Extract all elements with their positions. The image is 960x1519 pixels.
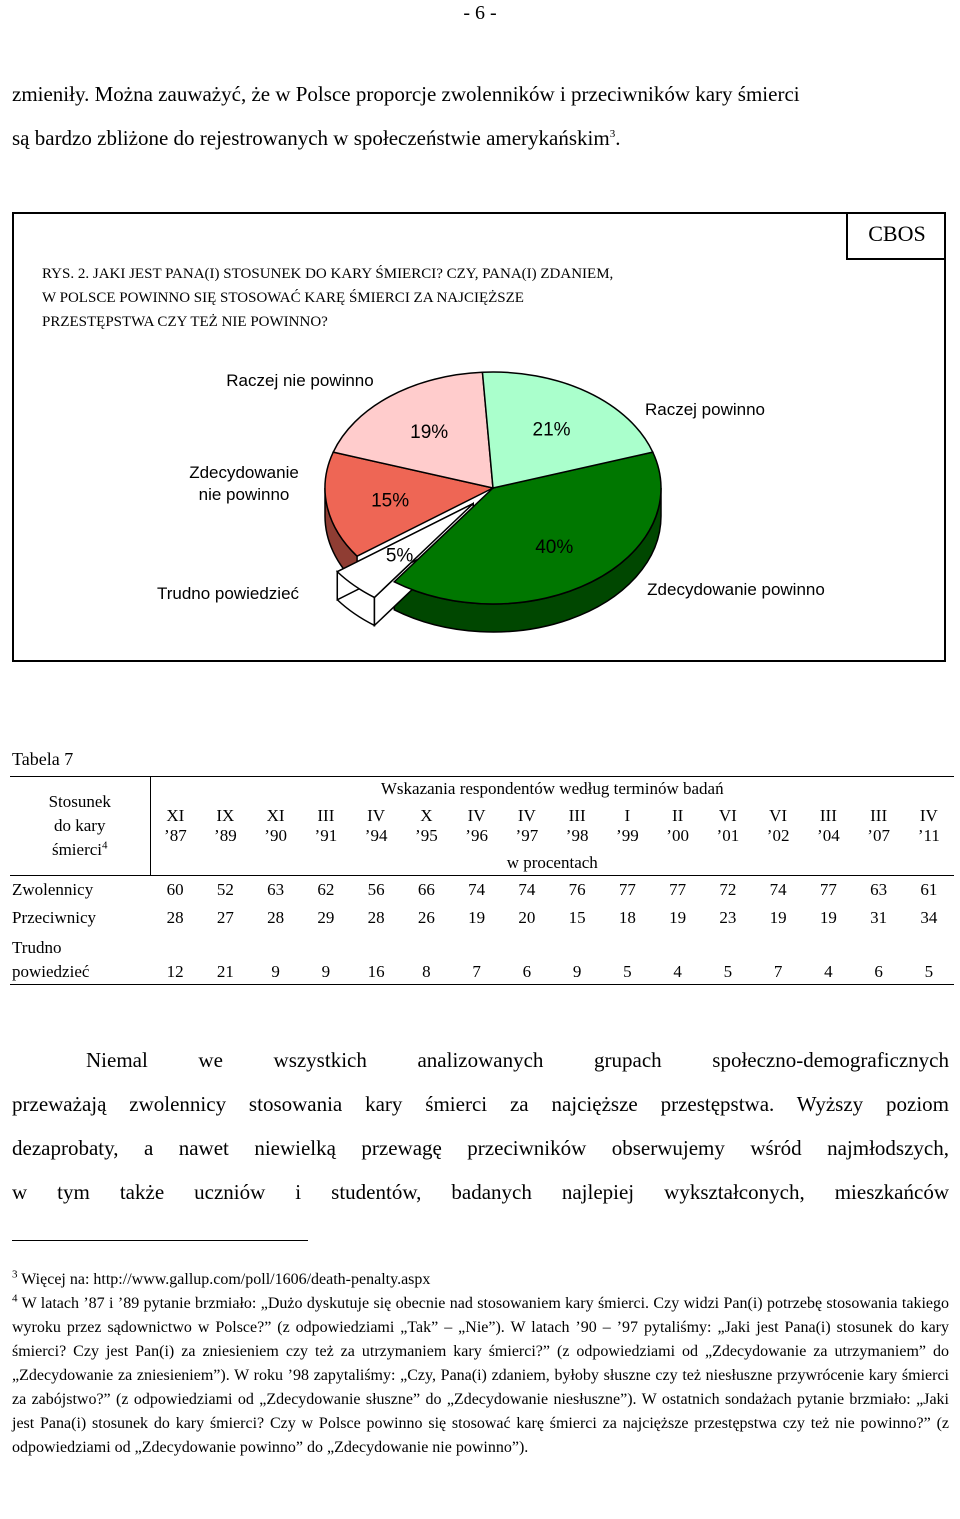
- body-line-3: dezaprobaty, a nawet niewielką przewagę przeciwników obserwujemy wśród najmłodszych,: [12, 1136, 949, 1160]
- table-cell: 74: [518, 880, 536, 899]
- table-cell: 74: [769, 880, 787, 899]
- footnote-ref-4[interactable]: 4: [102, 839, 108, 852]
- period-month: XI: [266, 806, 285, 825]
- table-cell: 31: [870, 908, 888, 927]
- period-month: VI: [718, 806, 737, 825]
- table-cell: 66: [417, 880, 435, 899]
- table-stub-header: [10, 777, 150, 876]
- footnote-rule: [12, 1240, 308, 1241]
- table-unit-header: w procentach: [150, 851, 954, 876]
- period-header: [803, 801, 853, 851]
- figure-source-label: CBOS: [846, 212, 946, 260]
- period-header: [502, 801, 552, 851]
- table-cell: 23: [719, 908, 737, 927]
- table-cell: 77: [618, 880, 636, 899]
- footnote-ref-3[interactable]: 3: [609, 128, 616, 140]
- period-header: [753, 801, 803, 851]
- period-month: X: [420, 806, 433, 825]
- table-cell: 34: [920, 908, 938, 927]
- table-cell: 21: [200, 932, 250, 985]
- pie-value-label: 21%: [532, 419, 571, 441]
- period-month: IX: [216, 806, 235, 825]
- footnote-4: [12, 1292, 949, 1460]
- table-cell: 52: [216, 880, 234, 899]
- table-cell: 9: [552, 932, 602, 985]
- period-year: ’11: [917, 826, 940, 845]
- pie-chart: [0, 0, 960, 680]
- period-header: [854, 801, 904, 851]
- pie-category-label: Raczej powinno: [644, 400, 766, 419]
- table-cell: 19: [669, 908, 687, 927]
- table-group-header: Wskazania respondentów według terminów badań: [150, 777, 954, 802]
- row-label: [10, 932, 150, 985]
- period-year: ’96: [465, 826, 488, 845]
- table-cell: 5: [703, 932, 753, 985]
- period-year: ’07: [867, 826, 890, 845]
- footnote-4-text: W latach ’87 i ’89 pytanie brzmiało: „Dużo dyskutuje się obecnie nad stosowaniem kary śmierci. Czy widzi Pan(i) potrzebę stosowania takiego wyroku przez sądownictwo w Polsce?” (z odpowiedziami „Tak” – „Nie”). W latach ’90 – ’97 pytaliśmy: „Jaki jest Pana(i) stosunek do kary śmierci? Czy jest Pan(i) za zniesieniem czy też za utrzymaniem kary śmierci?” (z odpowiedziami od „Zdecydowanie za utrzymaniem” do „Zdecydowanie za zniesieniem”). W roku ’98 zapytaliśmy: „Czy, Pana(i) zdaniem, byłoby słuszne czy też niesłuszne przywrócenie kary śmierci za zabójstwo?” (z odpowiedziami od „Zdecydowanie słuszne” do „Zdecydowanie niesłuszne”). W ostatnich sondażach pytanie brzmiało: „Jaki jest Pana(i) stosunek do kary śmierci? Czy w Polsce powinno się stosować karę śmierci za najcięższe przestępstwa czy też nie powinno?” (z odpowiedziami od „Zdecydowanie powinno” do „Zdecydowanie nie powinno”).: [12, 1295, 949, 1456]
- table-cell: 74: [468, 880, 486, 899]
- table-cell: 61: [920, 880, 938, 899]
- table-cell: 7: [452, 932, 502, 985]
- table-cell: 77: [669, 880, 687, 899]
- period-month: IV: [517, 806, 536, 825]
- period-month: III: [819, 806, 837, 825]
- body-line-4: w tym także uczniów i studentów, badanych najlepiej wykształconych, mieszkańców: [12, 1180, 949, 1204]
- period-header: [552, 801, 602, 851]
- table-cell: 6: [854, 932, 904, 985]
- period-header: [251, 801, 301, 851]
- period-month: I: [624, 806, 631, 825]
- period-year: ’89: [214, 826, 237, 845]
- table-row: [10, 932, 954, 985]
- table-cell: 15: [568, 908, 586, 927]
- intro-line-2-end: .: [615, 126, 621, 150]
- period-year: ’91: [314, 826, 338, 845]
- page-number: - 6 -: [463, 2, 497, 24]
- period-year: ’98: [565, 826, 589, 845]
- period-month: VI: [769, 806, 788, 825]
- table-cell: 26: [417, 908, 435, 927]
- pie-tops: [325, 372, 661, 604]
- table-cell: 12: [150, 932, 200, 985]
- period-year: ’90: [264, 826, 287, 845]
- period-year: ’97: [515, 826, 539, 845]
- table-stub-header-line-1: Stosunek: [48, 792, 111, 811]
- row-label: [10, 904, 150, 932]
- footnote-3: [12, 1268, 949, 1292]
- period-header: [401, 801, 451, 851]
- pie-value-label: 40%: [535, 537, 574, 559]
- body-line-2: przeważają zwolennicy stosowania kary śmierci za najcięższe przestępstwa. Wyższy poziom: [12, 1092, 949, 1116]
- period-year: ’87: [164, 826, 187, 845]
- pie-value-label: 19%: [410, 422, 449, 444]
- data-table: [10, 776, 954, 985]
- period-header: [452, 801, 502, 851]
- table-cell: 19: [769, 908, 787, 927]
- table-stub-header-line-2: do kary: [54, 816, 106, 835]
- body-line-1: Niemal we wszystkich analizowanych grupach społeczno-demograficznych: [86, 1048, 949, 1072]
- table-row: [10, 904, 954, 932]
- period-header: [904, 801, 954, 851]
- data-table-body: [10, 777, 954, 985]
- pie-category-label: Zdecydowanie powinno: [647, 580, 825, 599]
- period-year: ’00: [666, 826, 689, 845]
- period-year: ’01: [716, 826, 740, 845]
- period-year: ’94: [364, 826, 388, 845]
- period-year: ’95: [415, 826, 438, 845]
- table-cell: 16: [351, 932, 401, 985]
- table-cell: 9: [301, 932, 351, 985]
- table-cell: 4: [803, 932, 853, 985]
- table-cell: 27: [216, 908, 234, 927]
- footnote-4-number: 4: [12, 1292, 18, 1305]
- row-label-line-2: powiedzieć: [12, 962, 90, 981]
- pie-category-label: Raczej nie powinno: [226, 371, 374, 390]
- pie-category-label: Trudno powiedzieć: [156, 584, 300, 603]
- table-cell: 56: [367, 880, 385, 899]
- table-cell: 72: [719, 880, 737, 899]
- footnote-3-text: Więcej na: http://www.gallup.com/poll/1606/death-penalty.aspx: [17, 1271, 431, 1288]
- pie-value-label: 5%: [385, 545, 414, 567]
- period-month: IV: [467, 806, 486, 825]
- table-cell: 18: [618, 908, 636, 927]
- period-header: [301, 801, 351, 851]
- table-cell: 6: [502, 932, 552, 985]
- table-cell: 62: [317, 880, 335, 899]
- table-cell: 9: [251, 932, 301, 985]
- period-year: ’99: [616, 826, 639, 845]
- period-header: [351, 801, 401, 851]
- body-paragraph: [12, 1038, 949, 1214]
- pie-category-label: nie powinno: [198, 485, 290, 504]
- table-cell: 77: [819, 880, 837, 899]
- table-row: [10, 876, 954, 905]
- table-cell: 29: [317, 908, 335, 927]
- period-year: ’04: [817, 826, 840, 845]
- table-cell: 5: [904, 932, 954, 985]
- table-stub-header-line-3-text: śmierci: [51, 840, 103, 859]
- table-cell: 28: [166, 908, 184, 927]
- table-cell: 8: [401, 932, 451, 985]
- period-month: II: [671, 806, 684, 825]
- table-cell: 76: [568, 880, 586, 899]
- period-year: ’02: [766, 826, 790, 845]
- figure-caption-line-3: PRZESTĘPSTWA CZY TEŻ NIE POWINNO?: [42, 314, 328, 330]
- period-month: III: [317, 806, 335, 825]
- table-cell: 63: [870, 880, 888, 899]
- row-label-text: Przeciwnicy: [12, 908, 97, 927]
- footnotes: [12, 1268, 949, 1460]
- table-cell: 60: [166, 880, 184, 899]
- period-header: [602, 801, 652, 851]
- period-header: [150, 801, 200, 851]
- table-cell: 19: [468, 908, 486, 927]
- period-header: [703, 801, 753, 851]
- period-month: III: [870, 806, 888, 825]
- table-cell: 28: [367, 908, 385, 927]
- period-month: XI: [166, 806, 185, 825]
- intro-line-2-text: są bardzo zbliżone do rejestrowanych w społeczeństwie amerykańskim: [12, 126, 610, 150]
- period-header: [653, 801, 703, 851]
- table-cell: 28: [267, 908, 285, 927]
- table-cell: 5: [602, 932, 652, 985]
- table-stub-header-line-3: [10, 838, 150, 862]
- table-cell: 20: [518, 908, 536, 927]
- row-label: [10, 876, 150, 905]
- row-label-text: Zwolennicy: [12, 880, 94, 899]
- period-header: [200, 801, 250, 851]
- figure-caption-line-1: RYS. 2. JAKI JEST PANA(I) STOSUNEK DO KARY ŚMIERCI? CZY, PANA(I) ZDANIEM,: [42, 266, 614, 282]
- figure-caption-line-2: W POLSCE POWINNO SIĘ STOSOWAĆ KARĘ ŚMIERCI ZA NAJCIĘŻSZE: [42, 290, 524, 306]
- table-label: Tabela 7: [12, 749, 74, 769]
- pie-value-label: 15%: [371, 490, 410, 512]
- period-month: IV: [367, 806, 386, 825]
- intro-line-1: zmieniły. Można zauważyć, że w Polsce proporcje zwolenników i przeciwników kary śmierci: [12, 82, 800, 106]
- table-cell: 4: [653, 932, 703, 985]
- period-month: IV: [919, 806, 938, 825]
- table-cell: 63: [267, 880, 285, 899]
- period-month: III: [568, 806, 586, 825]
- table-cell: 19: [819, 908, 837, 927]
- footnote-3-number: 3: [12, 1268, 18, 1281]
- row-label-line-1: Trudno: [12, 938, 62, 957]
- pie-category-label: Zdecydowanie: [189, 463, 299, 482]
- table-cell: 7: [753, 932, 803, 985]
